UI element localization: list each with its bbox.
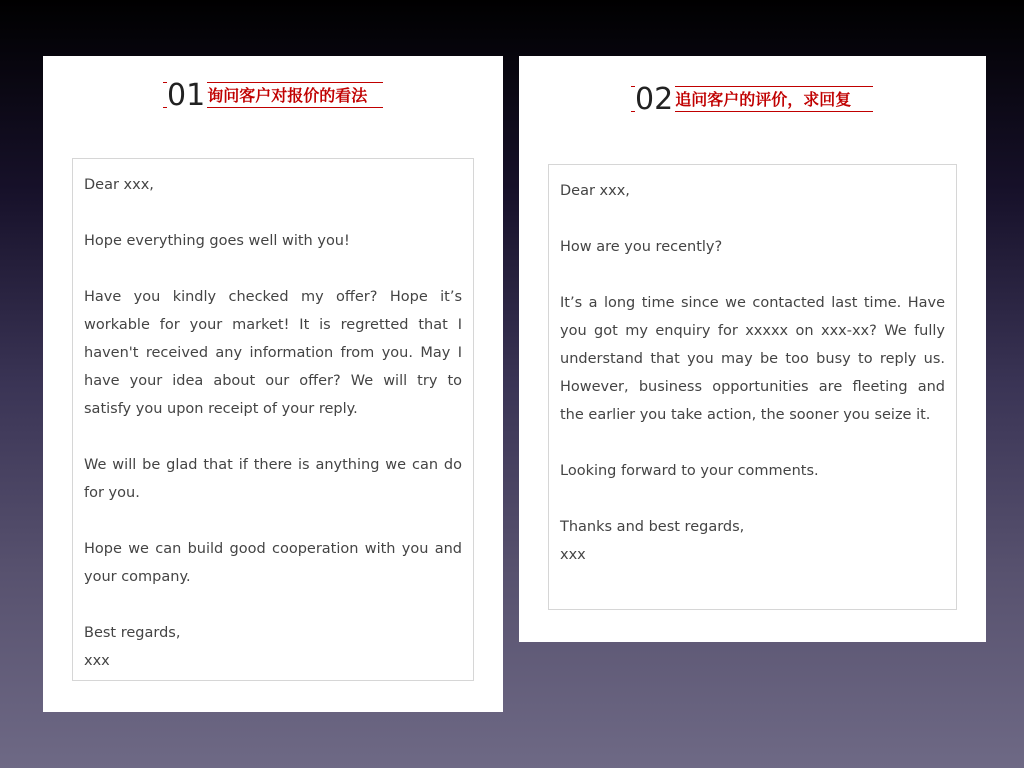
letter-paragraph: How are you recently? [560, 239, 723, 255]
letter-signature: xxx [84, 653, 110, 669]
letter-paragraph: Looking forward to your comments. [560, 463, 819, 479]
heading-number: 01 [167, 78, 206, 113]
heading-number: 02 [635, 82, 674, 117]
letter-paragraph: We will be glad that if there is anything we can do for you. [84, 457, 462, 501]
letter-body [548, 164, 957, 610]
letter-paragraph: Hope we can build good cooperation with you and your company. [84, 541, 462, 585]
heading-title: 询问客户对报价的看法 [207, 86, 368, 105]
letter-closing: Thanks and best regards, [560, 519, 745, 535]
letter-salutation: Dear xxx, [84, 177, 154, 193]
letter-paragraph: Hope everything goes well with you! [84, 233, 350, 249]
letter-signature: xxx [560, 547, 586, 563]
letter-paragraph: Have you kindly checked my offer? Hope it’s workable for your market! It is regretted that I haven't received any information from you. May I have your idea about our offer? We will try to satisfy you upon receipt of your reply. [84, 289, 462, 417]
card-heading [163, 78, 383, 113]
letter-body [72, 158, 474, 681]
heading-title: 追问客户的评价，求回复 [675, 90, 852, 109]
letter-closing: Best regards, [84, 625, 181, 641]
letter-card-1 [43, 56, 503, 712]
letter-card-2 [519, 56, 986, 642]
card-heading [631, 82, 873, 117]
letter-paragraph: It’s a long time since we contacted last time. Have you got my enquiry for xxxxx on xxx-xx? We fully understand that you may be too busy to reply us. However, business opportunities are fleeting and the earlier you take action, the sooner you seize it. [560, 295, 945, 423]
letter-salutation: Dear xxx, [560, 183, 630, 199]
